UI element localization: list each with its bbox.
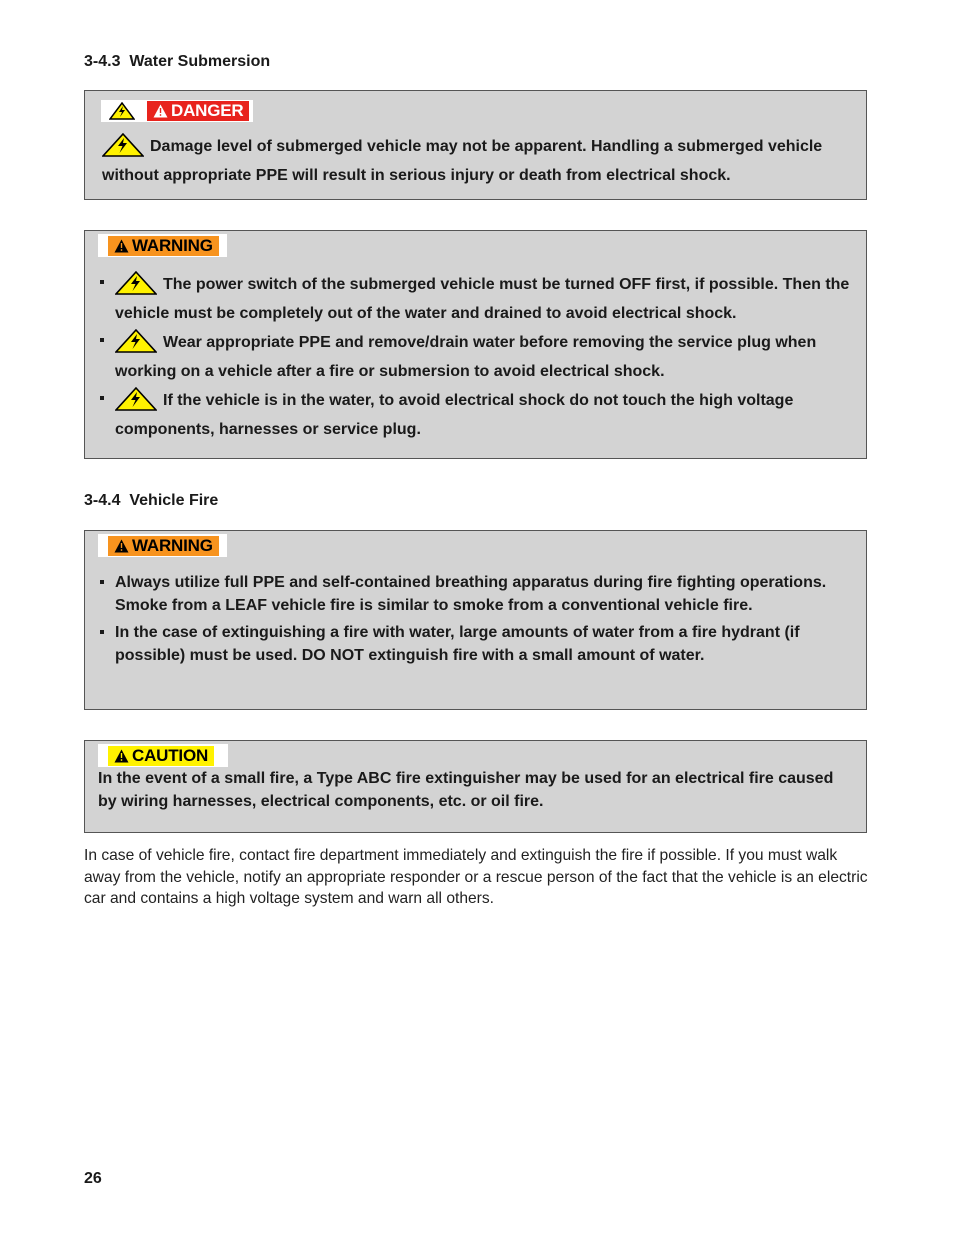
high-voltage-icon: [115, 271, 157, 302]
section-heading-vehicle-fire: [84, 492, 218, 510]
section-number: 3-4.3: [84, 53, 121, 70]
warning-label-strip: [98, 234, 227, 257]
fire-warning-list: [98, 571, 852, 671]
page-number: 26: [84, 1170, 102, 1187]
alert-triangle-icon: [153, 104, 168, 118]
warning-signal-word: [108, 536, 219, 556]
high-voltage-icon: [102, 133, 144, 164]
water-warning-box: [84, 230, 867, 459]
section-number: 3-4.4: [84, 492, 121, 509]
list-item: The power switch of the submerged vehicle must be turned OFF first, if possible. Then the vehicle must be completely out of the water and drained to avoid electrical shock.: [98, 271, 852, 325]
danger-box: [84, 90, 867, 200]
caution-box: [84, 740, 867, 833]
caution-message: In the event of a small fire, a Type ABC fire extinguisher may be used for an electrical fire caused by wiring harnesses, electrical components, etc. or oil fire.: [98, 770, 834, 810]
caution-signal-text: CAUTION: [132, 745, 209, 765]
warning-signal-text: WARNING: [132, 535, 213, 555]
section-heading-water-submersion: [84, 53, 270, 71]
section-title: Water Submersion: [129, 53, 271, 70]
danger-signal-word: [147, 101, 249, 121]
caution-label-strip: [98, 744, 228, 767]
list-item: Wear appropriate PPE and remove/drain water before removing the service plug when working on a vehicle after a fire or submersion to avoid electrical shock.: [98, 329, 852, 383]
alert-triangle-icon: [114, 749, 129, 763]
list-item: Always utilize full PPE and self-contained breathing apparatus during fire fighting operations. Smoke from a LEAF vehicle fire is similar to smoke from a conventional vehicle fire.: [98, 571, 852, 617]
danger-message: Damage level of submerged vehicle may not be apparent. Handling a submerged vehicle without appropriate PPE will result in serious injury or death from electrical shock.: [102, 133, 850, 187]
warning-signal-word: [108, 236, 219, 256]
alert-triangle-icon: [114, 239, 129, 253]
list-item: If the vehicle is in the water, to avoid electrical shock do not touch the high voltage components, harnesses or service plug.: [98, 387, 852, 441]
body-paragraph: In case of vehicle fire, contact fire department immediately and extinguish the fire if possible. If you must walk away from the vehicle, notify an appropriate responder or a rescue person of the fact that the vehicle is an electric car and contains a high voltage system and warn all others.: [84, 847, 868, 907]
section-title: Vehicle Fire: [129, 492, 219, 509]
caution-signal-word: [108, 746, 214, 766]
danger-label-strip: [101, 100, 253, 122]
high-voltage-icon: [115, 329, 157, 360]
alert-triangle-icon: [114, 539, 129, 553]
high-voltage-icon: [109, 102, 135, 120]
high-voltage-icon: [115, 387, 157, 418]
water-warning-list: [98, 271, 852, 445]
danger-signal-text: DANGER: [171, 101, 244, 120]
list-item: In the case of extinguishing a fire with water, large amounts of water from a fire hydrant (if possible) must be used. DO NOT extinguish fire with a small amount of water.: [98, 621, 852, 667]
warning-signal-text: WARNING: [132, 235, 213, 255]
fire-warning-box: [84, 530, 867, 710]
warning-label-strip: [98, 534, 227, 557]
